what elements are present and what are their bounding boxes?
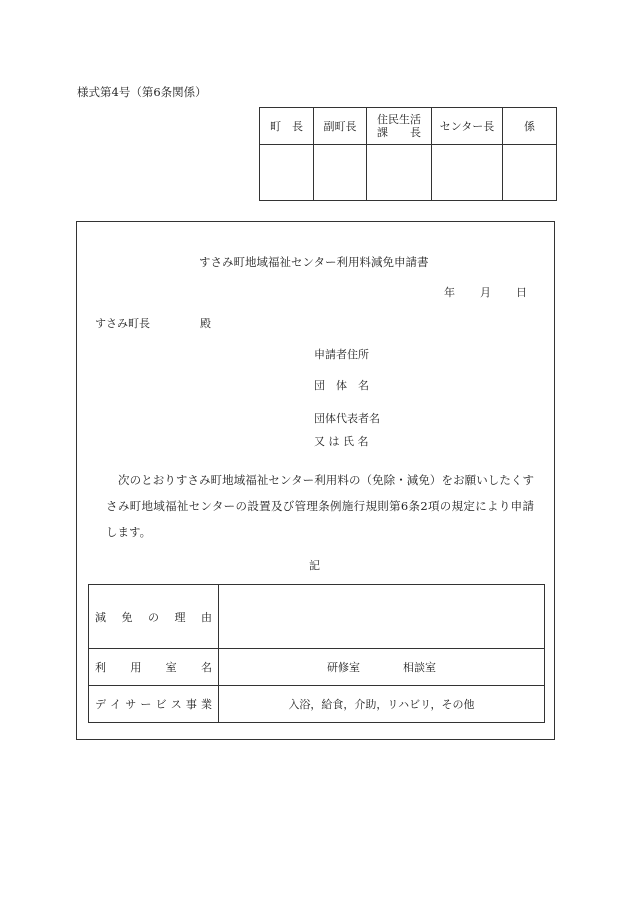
reason-label-char: 由 [201,610,212,624]
stamp-cell-center-director[interactable] [432,145,503,201]
representative-label-line1: 団体代表者名 [314,412,380,425]
service-label [89,686,219,723]
representative-label-line2: 又 は 氏 名 [314,435,369,448]
service-label-char: ス [170,698,182,711]
approval-header-section-chief [367,108,432,145]
room-value-cell [219,649,545,686]
room-option-training[interactable]: 研修室 [327,661,360,674]
reason-label-char: 減 [95,610,106,624]
application-body-text: 次のとおりすさみ町地域福祉センター利用料の（免除・減免）をお願いしたくすさみ町地域福祉センターの設置及び管理条例施行規則第6条2項の規定により申請します。 [106,473,534,539]
addressee-honorific: 殿 [200,317,211,330]
form-number: 様式第4号（第6条関係） [77,85,207,99]
group-name-label: 団 体 名 [314,379,369,392]
service-label-char: ビ [155,698,167,711]
date-day-label: 日 [516,286,527,299]
reason-label [89,585,219,649]
approval-header-mayor: 町 長 [260,108,314,145]
service-row [89,686,545,723]
service-label-char: サ [125,698,137,711]
service-label-char: 業 [200,698,212,711]
room-option-consultation[interactable]: 相談室 [403,661,436,674]
addressee-name: すさみ町長 [95,317,150,330]
room-label-char: 名 [200,661,212,674]
room-row [89,649,545,686]
stamp-cell-deputy-mayor[interactable] [314,145,367,201]
date-year-label: 年 [444,286,455,299]
details-table [88,584,545,723]
room-label-char: 用 [130,661,142,674]
service-label-char: イ [110,698,122,711]
reason-row [89,585,545,649]
approval-header-staff: 係 [503,108,557,145]
service-label-char: 事 [185,698,197,711]
room-label [89,649,219,686]
stamp-cell-mayor[interactable] [260,145,314,201]
reason-label-char: の [148,610,159,624]
service-items[interactable]: 入浴，給食，介助，リハビリ，その他 [219,686,545,723]
reason-label-char: 理 [174,610,186,624]
form-title: すさみ町地域福祉センター利用料減免申請書 [199,255,429,269]
approval-stamp-table [259,107,557,201]
stamp-cell-staff[interactable] [503,145,557,201]
stamp-cell-section-chief[interactable] [367,145,432,201]
reason-value-cell[interactable] [219,585,545,649]
approval-header-section-chief-line1: 住民生活 [377,113,421,126]
reason-label-char: 免 [121,610,133,624]
approval-header-center-director: センター長 [432,108,503,145]
service-label-char: ー [140,698,152,711]
room-label-char: 利 [95,661,106,674]
approval-header-deputy-mayor: 副町長 [314,108,367,145]
service-label-char: デ [95,698,106,711]
date-month-label: 月 [480,286,491,299]
ki-heading: 記 [309,559,320,572]
applicant-address-label: 申請者住所 [314,348,369,361]
room-label-char: 室 [165,661,177,674]
approval-header-section-chief-line2: 課 長 [377,126,421,139]
